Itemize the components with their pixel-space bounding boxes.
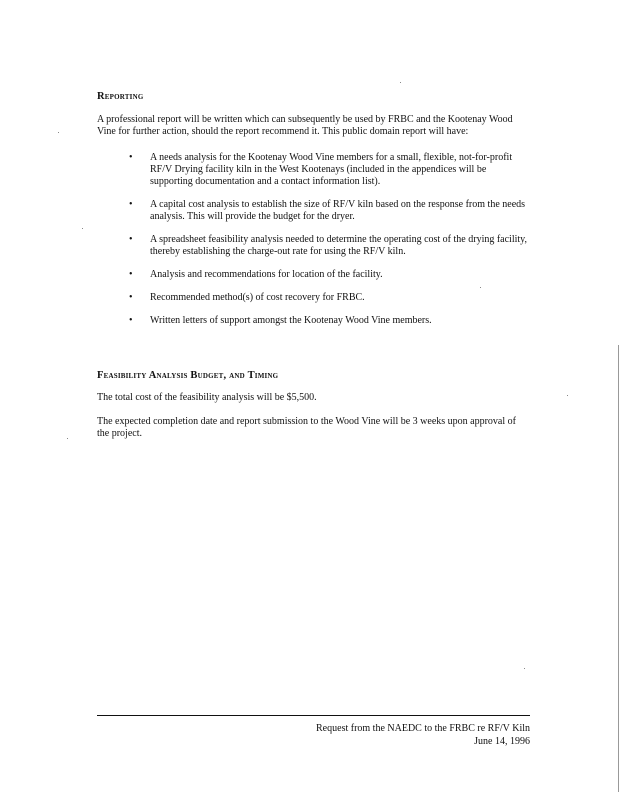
bullet-icon: • bbox=[129, 234, 133, 245]
scan-speck bbox=[82, 228, 83, 229]
bullet-icon: • bbox=[129, 315, 133, 326]
bullet-text: A spreadsheet feasibility analysis needed to determine the operating cost of the drying facility, thereby establishing the charge-out rate for using the RF/V kiln. bbox=[150, 234, 528, 257]
scan-edge-line bbox=[618, 345, 619, 792]
bullet-icon: • bbox=[129, 199, 133, 210]
bullet-text: Recommended method(s) of cost recovery for FRBC. bbox=[150, 292, 365, 303]
footer-date-line: June 14, 1996 bbox=[474, 736, 530, 747]
footer-divider bbox=[97, 715, 530, 716]
bullet-item-letters-of-support bbox=[121, 315, 531, 327]
bullet-item-spreadsheet-analysis bbox=[121, 234, 531, 258]
bullet-text: Written letters of support amongst the Kootenay Wood Vine members. bbox=[150, 315, 432, 326]
scan-speck bbox=[524, 668, 525, 669]
bullet-icon: • bbox=[129, 152, 133, 163]
scan-speck bbox=[67, 438, 68, 439]
scan-speck bbox=[567, 395, 568, 396]
bullet-text: A capital cost analysis to establish the size of RF/V kiln based on the response from the needs analysis. This will provide the budget for the dryer. bbox=[150, 199, 526, 222]
bullet-item-cost-recovery bbox=[121, 292, 531, 304]
bullet-item-capital-cost bbox=[121, 199, 531, 223]
scan-speck bbox=[58, 132, 59, 133]
bullet-icon: • bbox=[129, 292, 133, 303]
budget-cost-paragraph: The total cost of the feasibility analysis will be $5,500. bbox=[97, 392, 317, 403]
bullet-text: Analysis and recommendations for location of the facility. bbox=[150, 269, 383, 280]
scan-speck bbox=[400, 82, 401, 83]
reporting-intro-paragraph: A professional report will be written which can subsequently be used by FRBC and the Kootenay Wood Vine for further action, should the report recommend it. This public domain report will have: bbox=[97, 114, 513, 137]
reporting-heading: Reporting bbox=[97, 91, 144, 102]
footer-request-line: Request from the NAEDC to the FRBC re RF/V Kiln bbox=[316, 723, 530, 734]
budget-completion-paragraph: The expected completion date and report submission to the Wood Vine will be 3 weeks upon approval of the project. bbox=[97, 416, 516, 439]
bullet-item-location bbox=[121, 269, 531, 281]
scan-speck bbox=[480, 287, 481, 288]
budget-heading: Feasibility Analysis Budget, and Timing bbox=[97, 370, 279, 381]
reporting-bullet-list bbox=[121, 152, 531, 338]
bullet-icon: • bbox=[129, 269, 133, 280]
bullet-text: A needs analysis for the Kootenay Wood Vine members for a small, flexible, not-for-profit RF/V Drying facility kiln in the West Kootenays (included in the appendices will be supporting documentation and a contact information list). bbox=[150, 152, 513, 187]
bullet-item-needs-analysis bbox=[121, 152, 531, 188]
